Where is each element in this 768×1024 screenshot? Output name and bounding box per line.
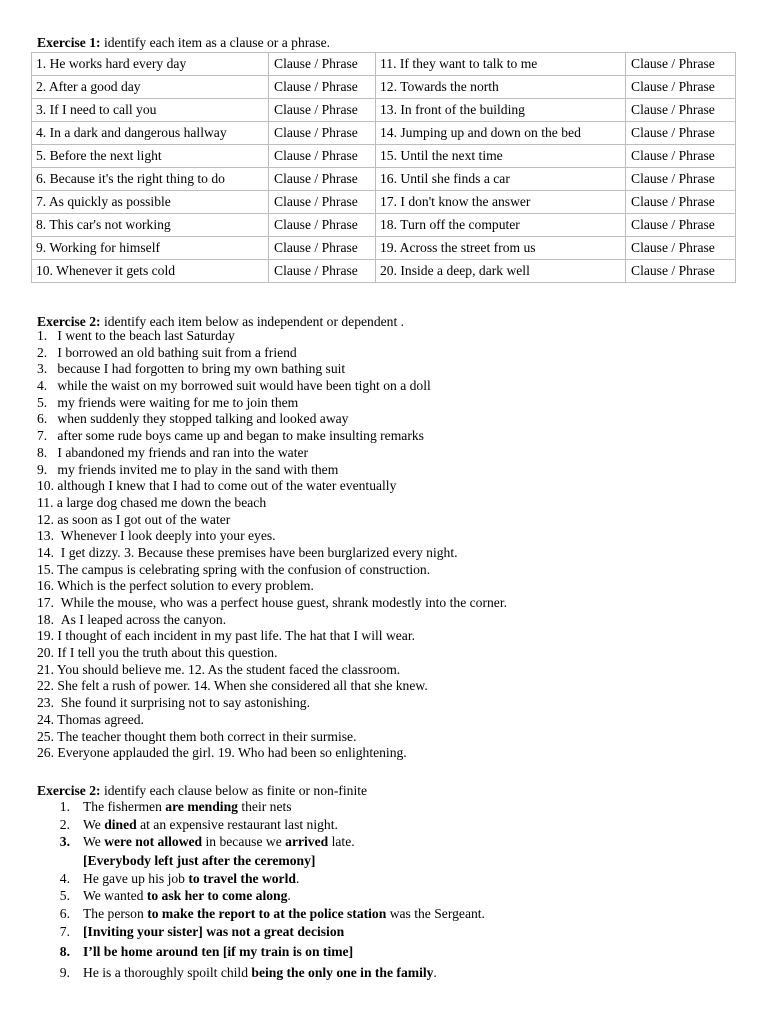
exercise1-item-cell: 12. Towards the north bbox=[376, 76, 626, 99]
exercise1-option-cell: Clause / Phrase bbox=[269, 122, 376, 145]
exercise3-item-text: . bbox=[295, 870, 300, 886]
exercise1-item-cell: 2. After a good day bbox=[32, 76, 269, 99]
exercise3-item-text: are mending bbox=[165, 799, 238, 814]
exercise2-item: 3. because I had forgotten to bring my own bathing suit bbox=[37, 361, 346, 377]
exercise1-option-cell: Clause / Phrase bbox=[269, 168, 376, 191]
exercise1-option-cell: Clause / Phrase bbox=[269, 260, 376, 283]
exercise1-item-cell: 16. Until she finds a car bbox=[376, 168, 626, 191]
exercise2-item: 11. a large dog chased me down the beach bbox=[37, 494, 267, 510]
exercise1-item-cell: 7. As quickly as possible bbox=[32, 191, 269, 214]
exercise3-item bbox=[48, 798, 748, 816]
exercise2-item: 6. when suddenly they stopped talking and looked away bbox=[37, 411, 349, 427]
exercise1-option-cell: Clause / Phrase bbox=[626, 76, 736, 99]
exercise3-item-text: arrived bbox=[285, 834, 329, 850]
exercise2-item: 19. I thought of each incident in my past life. The hat that I will wear. bbox=[37, 628, 416, 644]
exercise1-row bbox=[32, 168, 736, 191]
exercise3-item-text: to ask her to come along bbox=[146, 888, 288, 904]
exercise1-item-cell: 4. In a dark and dangerous hallway bbox=[32, 122, 269, 145]
exercise3-item-text: were not allowed bbox=[104, 834, 203, 850]
exercise1-item-cell: 18. Turn off the computer bbox=[376, 214, 626, 237]
exercise3-item-number: 4. bbox=[59, 870, 70, 886]
exercise1-option-cell: Clause / Phrase bbox=[626, 214, 736, 237]
exercise3-item-text: We bbox=[83, 816, 105, 832]
exercise3-instruction: identify each clause below as finite or non-finite bbox=[100, 783, 368, 798]
exercise1-row bbox=[32, 122, 736, 145]
exercise1-option-cell: Clause / Phrase bbox=[269, 53, 376, 76]
exercise1-option-cell: Clause / Phrase bbox=[626, 260, 736, 283]
exercise3-item bbox=[48, 964, 748, 982]
exercise3-item-text: We wanted bbox=[83, 888, 147, 904]
exercise2-item: 26. Everyone applauded the girl. 19. Who had been so enlightening. bbox=[37, 745, 407, 761]
exercise3-item-text: The person bbox=[83, 905, 148, 921]
exercise3-item-text: their nets bbox=[237, 799, 292, 814]
exercise3-item-number: 7. bbox=[59, 923, 70, 939]
exercise2-item: 8. I abandoned my friends and ran into the water bbox=[37, 444, 309, 460]
exercise1-row bbox=[32, 76, 736, 99]
exercise1-option-cell: Clause / Phrase bbox=[269, 76, 376, 99]
exercise3-item-number: 5. bbox=[59, 888, 70, 904]
exercise3-item-text: We bbox=[83, 834, 105, 850]
exercise1-item-cell: 10. Whenever it gets cold bbox=[32, 260, 269, 283]
exercise1-table bbox=[31, 52, 736, 283]
exercise3-item bbox=[48, 943, 748, 961]
exercise1-row bbox=[32, 53, 736, 76]
exercise3-item-text: in because we bbox=[202, 834, 286, 850]
exercise1-option-cell: Clause / Phrase bbox=[269, 191, 376, 214]
exercise3-item-text: I’ll be home around ten [if my train is on time] bbox=[83, 944, 354, 960]
exercise1-instruction: identify each item as a clause or a phrase. bbox=[100, 35, 331, 50]
exercise3-item-text: late. bbox=[328, 834, 355, 850]
exercise3-item bbox=[48, 870, 748, 888]
exercise3-item-text: [Everybody left just after the ceremony] bbox=[83, 852, 316, 868]
exercise1-option-cell: Clause / Phrase bbox=[269, 214, 376, 237]
exercise1-row bbox=[32, 99, 736, 122]
exercise2-item: 25. The teacher thought them both correct in their surmise. bbox=[37, 728, 357, 744]
exercise3-item-text: at an expensive restaurant last night. bbox=[136, 816, 338, 832]
exercise2-item: 2. I borrowed an old bathing suit from a friend bbox=[37, 344, 297, 360]
exercise2-item: 21. You should believe me. 12. As the student faced the classroom. bbox=[37, 661, 401, 677]
exercise2-item: 14. I get dizzy. 3. Because these premises have been burglarized every night. bbox=[37, 544, 458, 560]
exercise1-item-cell: 8. This car's not working bbox=[32, 214, 269, 237]
exercise1-item-cell: 3. If I need to call you bbox=[32, 99, 269, 122]
exercise1-item-cell: 14. Jumping up and down on the bed bbox=[376, 122, 626, 145]
exercise3-item-text: He is a thoroughly spoilt child bbox=[83, 964, 252, 980]
exercise1-item-cell: 20. Inside a deep, dark well bbox=[376, 260, 626, 283]
exercise3-item-text: The fishermen bbox=[83, 799, 166, 814]
exercise2-item: 13. Whenever I look deeply into your eyes. bbox=[37, 528, 276, 544]
exercise2-item: 12. as soon as I got out of the water bbox=[37, 511, 231, 527]
exercise1-option-cell: Clause / Phrase bbox=[269, 237, 376, 260]
exercise3-item-number: 9. bbox=[59, 964, 70, 980]
exercise2-item: 22. She felt a rush of power. 14. When she considered all that she knew. bbox=[37, 678, 428, 694]
exercise1-option-cell: Clause / Phrase bbox=[626, 168, 736, 191]
exercise1-option-cell: Clause / Phrase bbox=[269, 99, 376, 122]
exercise3-item-number: 2. bbox=[59, 816, 70, 832]
exercise1-option-cell: Clause / Phrase bbox=[269, 145, 376, 168]
exercise2-item: 1. I went to the beach last Saturday bbox=[37, 328, 235, 343]
exercise3-item-number: 8. bbox=[59, 944, 70, 960]
exercise1-item-cell: 9. Working for himself bbox=[32, 237, 269, 260]
exercise1-row bbox=[32, 237, 736, 260]
exercise3-item-text: being the only one in the family bbox=[251, 964, 434, 980]
exercise2-item: 7. after some rude boys came up and began to make insulting remarks bbox=[37, 428, 424, 444]
exercise2-item: 17. While the mouse, who was a perfect house guest, shrank modestly into the corner. bbox=[37, 595, 507, 610]
exercise2-item: 23. She found it surprising not to say astonishing. bbox=[37, 695, 311, 711]
exercise1-option-cell: Clause / Phrase bbox=[626, 99, 736, 122]
exercise3-item bbox=[48, 887, 748, 905]
exercise2-item: 10. although I knew that I had to come out of the water eventually bbox=[37, 478, 397, 494]
exercise3-item bbox=[48, 905, 748, 923]
exercise1-option-cell: Clause / Phrase bbox=[626, 191, 736, 214]
exercise1-label: Exercise 1: bbox=[37, 35, 101, 50]
exercise1-item-cell: 5. Before the next light bbox=[32, 145, 269, 168]
exercise3-item bbox=[48, 923, 748, 941]
exercise1-item-cell: 1. He works hard every day bbox=[32, 53, 269, 76]
exercise1-option-cell: Clause / Phrase bbox=[626, 53, 736, 76]
exercise3-item-text: dined bbox=[104, 816, 137, 832]
exercise3-list bbox=[48, 798, 748, 981]
exercise3-title bbox=[37, 782, 367, 799]
exercise1-item-cell: 15. Until the next time bbox=[376, 145, 626, 168]
exercise2-item: 9. my friends invited me to play in the sand with them bbox=[37, 461, 339, 477]
exercise2-list bbox=[37, 328, 757, 762]
exercise1-item-cell: 11. If they want to talk to me bbox=[376, 53, 626, 76]
exercise2-item: 18. As I leaped across the canyon. bbox=[37, 611, 227, 627]
exercise3-item-text: He gave up his job bbox=[83, 870, 189, 886]
exercise2-label: Exercise 2: bbox=[37, 314, 101, 329]
exercise1-option-cell: Clause / Phrase bbox=[626, 145, 736, 168]
exercise2-item: 15. The campus is celebrating spring with the confusion of construction. bbox=[37, 561, 431, 577]
exercise2-item: 24. Thomas agreed. bbox=[37, 711, 144, 727]
exercise1-row bbox=[32, 214, 736, 237]
exercise3-item-text: was the Sergeant. bbox=[386, 905, 485, 921]
exercise2-item: 4. while the waist on my borrowed suit would have been tight on a doll bbox=[37, 378, 431, 394]
exercise1-option-cell: Clause / Phrase bbox=[626, 237, 736, 260]
exercise1-item-cell: 19. Across the street from us bbox=[376, 237, 626, 260]
exercise2-instruction: identify each item below as independent or dependent . bbox=[100, 314, 405, 329]
exercise3-item-text: . bbox=[433, 964, 437, 980]
exercise1-option-cell: Clause / Phrase bbox=[626, 122, 736, 145]
exercise2-item: 20. If I tell you the truth about this question. bbox=[37, 645, 278, 661]
exercise3-item-number: 6. bbox=[59, 905, 70, 921]
exercise3-item-text: to travel the world bbox=[188, 870, 296, 886]
exercise1-item-cell: 6. Because it's the right thing to do bbox=[32, 168, 269, 191]
exercise3-item bbox=[48, 816, 748, 834]
exercise2-item: 5. my friends were waiting for me to join them bbox=[37, 394, 299, 410]
exercise1-item-cell: 13. In front of the building bbox=[376, 99, 626, 122]
exercise3-item-text: to make the report to at the police station bbox=[147, 905, 387, 921]
exercise1-item-cell: 17. I don't know the answer bbox=[376, 191, 626, 214]
exercise1-row bbox=[32, 260, 736, 283]
exercise3-item-number: 3. bbox=[59, 834, 70, 850]
exercise1-title bbox=[37, 34, 330, 51]
exercise3-item-text: [Inviting your sister] was not a great decision bbox=[83, 923, 345, 939]
exercise3-item-text: . bbox=[287, 888, 291, 904]
exercise3-item bbox=[48, 851, 748, 870]
exercise2-item: 16. Which is the perfect solution to every problem. bbox=[37, 578, 314, 594]
exercise3-item bbox=[48, 833, 748, 851]
exercise3-label: Exercise 2: bbox=[37, 783, 101, 798]
exercise1-row bbox=[32, 145, 736, 168]
exercise3-item-number: 1. bbox=[59, 799, 70, 814]
exercise1-row bbox=[32, 191, 736, 214]
